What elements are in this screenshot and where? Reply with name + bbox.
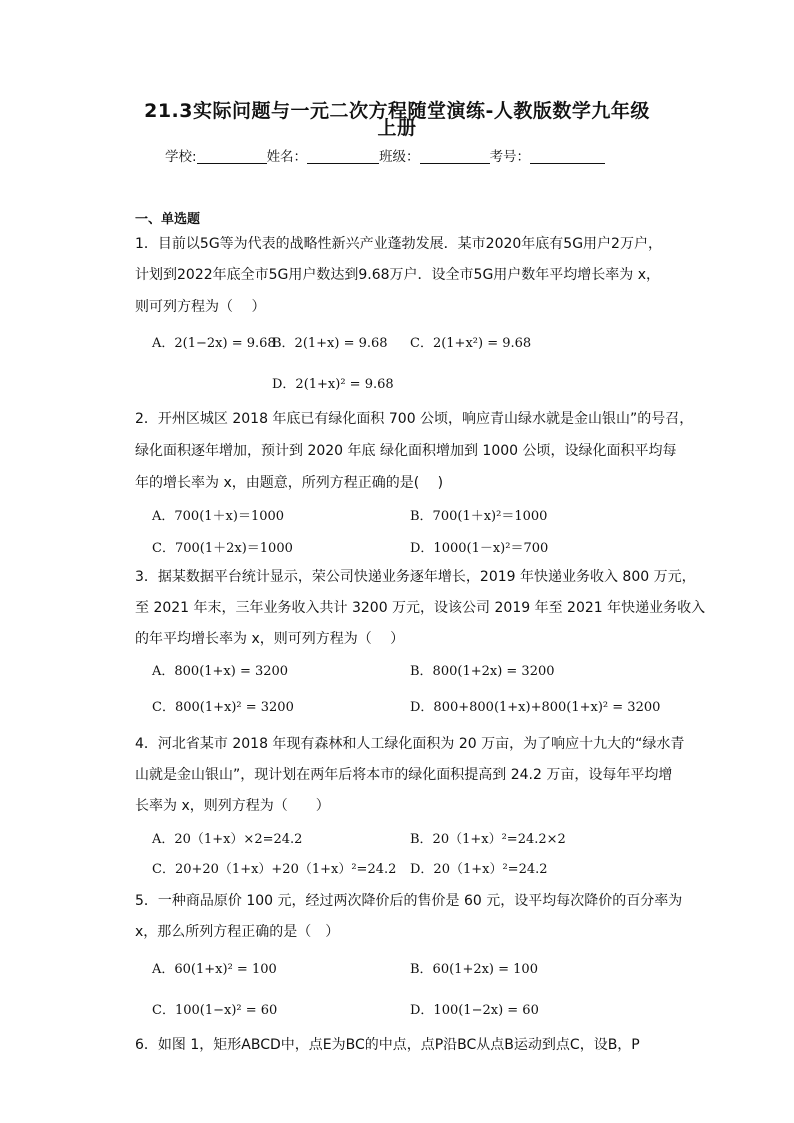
q3-option-a: A．800(1+x) = 3200 [152,664,289,679]
q1-option-a: A．2(1−2x) = 9.68 [152,336,276,351]
worksheet-title-continued [120,113,674,143]
q1-line-3: 则可列方程为（ ） [135,299,266,315]
q1-option-c: C．2(1+x²) = 9.68 [410,336,532,351]
q1-option-b: B．2(1+x) = 9.68 [272,336,388,351]
name-blank [307,149,379,164]
q5-line-2: x，那么所列方程正确的是（ ） [135,924,340,940]
q5-option-c: C．100(1−x)² = 60 [152,1003,278,1018]
q3-option-b: B．800(1+2x) = 3200 [410,664,555,679]
q2-option-d: D．1000(1－x)²＝700 [410,541,549,556]
class-blank [420,149,490,164]
school-blank [197,149,267,164]
q5-option-d: D．100(1−2x) = 60 [410,1003,539,1018]
q4-option-d: D．20（1+x）²=24.2 [410,862,548,877]
title-line-1: 21.3实际问题与一元二次方程随堂演练-人教版数学九年级 [144,100,650,122]
q3-option-c: C．800(1+x)² = 3200 [152,700,294,715]
q3-option-d: D．800+800(1+x)+800(1+x)² = 3200 [410,700,661,715]
q2-line-2: 绿化面积逐年增加，预计到 2020 年底 绿化面积增加到 1000 公顷，设绿化面积平均每 [135,443,677,459]
exam-no-blank [530,149,605,164]
q6-line-1: 6．如图 1，矩形ABCD中，点E为BC的中点，点P沿BC从点B运动到点C，设B，P [135,1037,640,1053]
q1-line-1: 1．目前以5G等为代表的战略性新兴产业蓬勃发展．某市2020年底有5G用户2万户， [135,236,662,252]
q4-option-c: C．20+20（1+x）+20（1+x）²=24.2 [152,862,397,877]
q5-option-b: B．60(1+2x) = 100 [410,962,538,977]
q2-line-3: 年的增长率为 x，由题意，所列方程正确的是( ) [135,475,444,491]
q3-line-1: 3．据某数据平台统计显示，荣公司快递业务逐年增长，2019 年快递业务收入 800 万元， [135,569,696,585]
school-label: 学校: [165,149,197,165]
q1-line-2: 计划到2022年底全市5G用户数达到9.68万户．设全市5G用户数年平均增长率为 x， [135,267,661,283]
section-heading: 一、单选题 [135,212,201,227]
student-info-row [165,145,605,165]
title-line-2: 上册 [377,117,417,139]
q4-line-2: 山就是金山银山”，现计划在两年后将本市的绿化面积提高到 24.2 万亩，设每年平均增 [135,767,673,783]
q2-line-1: 2．开州区城区 2018 年底已有绿化面积 700 公顷，响应青山绿水就是金山银山”的号召， [135,411,694,427]
q5-line-1: 5．一种商品原价 100 元，经过两次降价后的售价是 60 元，设平均每次降价的百分率为 [135,893,683,909]
q2-option-a: A．700(1＋x)＝1000 [152,509,285,524]
name-label: 姓名： [266,149,308,165]
q4-option-a: A．20（1+x）×2=24.2 [152,832,303,847]
class-label: 班级： [379,149,420,165]
q1-option-d: D．2(1+x)² = 9.68 [272,377,394,392]
q4-line-3: 长率为 x，则列方程为（ ） [135,798,330,814]
q3-line-2: 至 2021 年末，三年业务收入共计 3200 万元，设该公司 2019 年至 2021 年快递业务收入 [135,600,706,616]
q5-option-a: A．60(1+x)² = 100 [152,962,277,977]
exam-no-label: 考号： [489,149,531,165]
q2-option-c: C．700(1＋2x)＝1000 [152,541,293,556]
q4-line-1: 4．河北省某市 2018 年现有森林和人工绿化面积为 20 万亩，为了响应十九大的“绿水青 [135,736,685,752]
q2-option-b: B．700(1＋x)²＝1000 [410,509,548,524]
q3-line-3: 的年平均增长率为 x，则可列方程为（ ） [135,631,405,647]
q4-option-b: B．20（1+x）²=24.2×2 [410,832,566,847]
